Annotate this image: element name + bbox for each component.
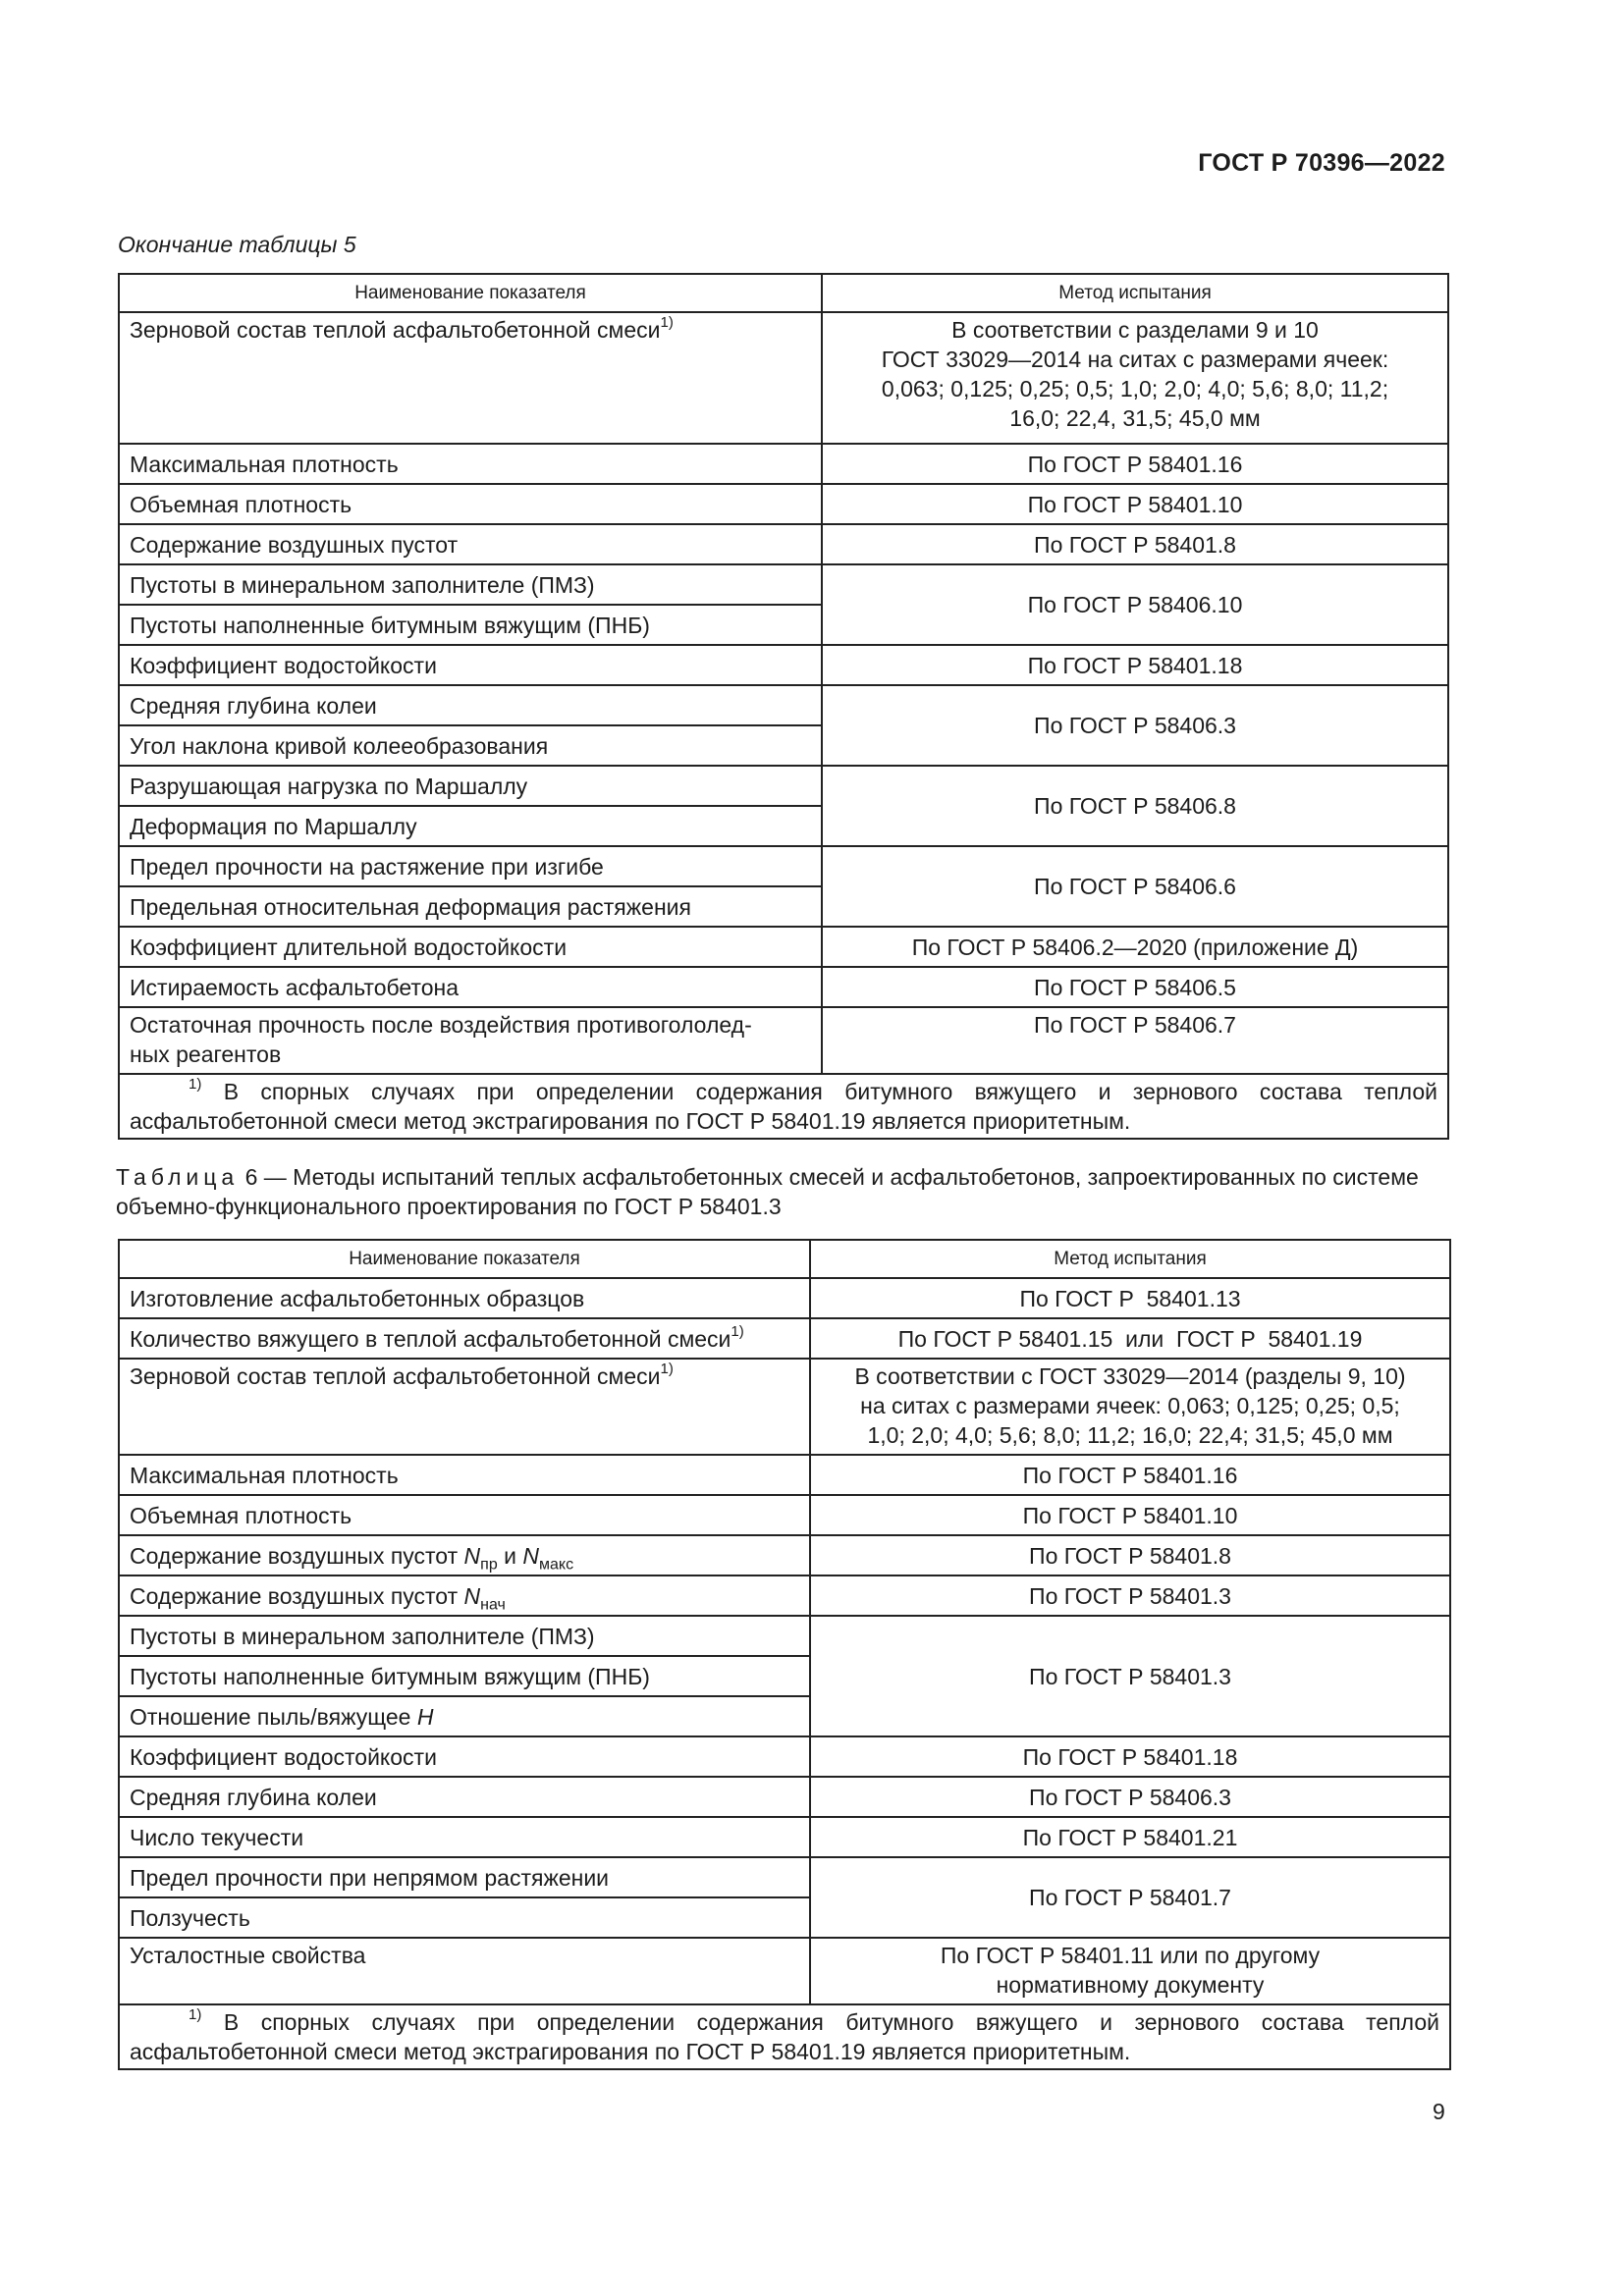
table-row (119, 1455, 1450, 1495)
indicator-name-line: ных реагентов (130, 1041, 282, 1067)
test-method: По ГОСТ Р 58401.8 (822, 524, 1448, 564)
table-row (119, 967, 1448, 1007)
test-method: По ГОСТ Р 58406.10 (822, 564, 1448, 645)
indicator-name: Коэффициент длительной водостойкости (119, 927, 822, 967)
indicator-name: Средняя глубина колеи (119, 1777, 810, 1817)
test-method: По ГОСТ Р 58401.16 (822, 444, 1448, 484)
table-row (119, 645, 1448, 685)
test-method: По ГОСТ Р 58401.10 (822, 484, 1448, 524)
table-row (119, 1616, 1450, 1656)
test-method: По ГОСТ Р 58401.16 (810, 1455, 1450, 1495)
table-6 (118, 1239, 1451, 2070)
method-line: нормативному документу (996, 1972, 1265, 1998)
indicator-name: Максимальная плотность (119, 444, 822, 484)
table-row (119, 1278, 1450, 1318)
table-number: 6 (244, 1164, 258, 1190)
table-row (119, 846, 1448, 886)
table-row (119, 1575, 1450, 1616)
table-5 (118, 273, 1449, 1140)
indicator-name: Предел прочности при непрямом растяжении (119, 1857, 810, 1897)
indicator-name: Количество вяжущего в теплой асфальтобетонной смеси (130, 1325, 731, 1352)
test-method: По ГОСТ Р 58401.18 (822, 645, 1448, 685)
table-row (119, 1359, 1450, 1455)
footnote-text: В спорных случаях при определении содержания битумного вяжущего и зернового состава теплой асфальтобетонной смеси метод экстрагирования по ГОСТ Р 58401.19 является приоритетным. (130, 1079, 1437, 1134)
table-label: Таблица (116, 1164, 240, 1190)
indicator-name: Зерновой состав теплой асфальтобетонной смеси (130, 317, 661, 343)
indicator-name: Коэффициент водостойкости (119, 1736, 810, 1777)
indicator-name: Максимальная плотность (119, 1455, 810, 1495)
document-code: ГОСТ Р 70396—2022 (1198, 149, 1445, 177)
footnote-ref: 1) (731, 1322, 744, 1340)
table-row (119, 564, 1448, 605)
indicator-name-line: Остаточная прочность после воздействия противогололед- (130, 1012, 752, 1038)
column-header-indicator: Наименование показателя (119, 1240, 810, 1278)
table-row (119, 1777, 1450, 1817)
test-method: По ГОСТ Р 58401.13 (810, 1278, 1450, 1318)
table-row (119, 1817, 1450, 1857)
footnote-text: В спорных случаях при определении содержания битумного вяжущего и зернового состава теплой асфальтобетонной смеси метод экстрагирования по ГОСТ Р 58401.19 является приоритетным. (130, 2009, 1439, 2064)
table-header-row (119, 274, 1448, 312)
table-row (119, 1857, 1450, 1897)
indicator-name: Предел прочности на растяжение при изгибе (119, 846, 822, 886)
footnote-ref: 1) (660, 1361, 674, 1378)
test-method: По ГОСТ Р 58401.18 (810, 1736, 1450, 1777)
indicator-name: Зерновой состав теплой асфальтобетонной смеси (130, 1363, 661, 1389)
table-row (119, 444, 1448, 484)
indicator-name: Содержание воздушных пустот $N_{пр}$ и $N_{макс}$ (119, 1535, 810, 1575)
test-method: По ГОСТ Р 58406.5 (822, 967, 1448, 1007)
indicator-name: Усталостные свойства (119, 1938, 810, 2004)
indicator-name: Деформация по Маршаллу (119, 806, 822, 846)
footnote-row (119, 1074, 1448, 1139)
indicator-name: Объемная плотность (119, 484, 822, 524)
test-method: По ГОСТ Р 58401.3 (810, 1575, 1450, 1616)
indicator-name: Пустоты наполненные битумным вяжущим (ПНБ) (119, 605, 822, 645)
table-row (119, 1007, 1448, 1074)
indicator-name: Содержание воздушных пустот (119, 524, 822, 564)
indicator-name: Пустоты в минеральном заполнителе (ПМЗ) (119, 564, 822, 605)
table-row (119, 1318, 1450, 1359)
indicator-name: Отношение пыль/вяжущее H (119, 1696, 810, 1736)
method-line: По ГОСТ Р 58401.11 или по другому (940, 1943, 1321, 1968)
column-header-method: Метод испытания (810, 1240, 1450, 1278)
test-method: По ГОСТ Р 58406.7 (822, 1007, 1448, 1074)
table-footnote (119, 1074, 1448, 1139)
method-line: на ситах с размерами ячеек: 0,063; 0,125; 0,25; 0,5; (860, 1393, 1400, 1418)
indicator-name: Объемная плотность (119, 1495, 810, 1535)
test-method: По ГОСТ Р 58401.3 (810, 1616, 1450, 1736)
indicator-name: Средняя глубина колеи (119, 685, 822, 725)
test-method: По ГОСТ Р 58406.2—2020 (приложение Д) (822, 927, 1448, 967)
table-title: — Методы испытаний теплых асфальтобетонных смесей и асфальтобетонов, запроектированных по системе объемно-функционального проектирования по ГОСТ Р 58401.3 (116, 1164, 1419, 1219)
indicator-name: Угол наклона кривой колееобразования (119, 725, 822, 766)
indicator-name: Предельная относительная деформация растяжения (119, 886, 822, 927)
table5-continuation-caption: Окончание таблицы 5 (118, 232, 356, 257)
table-row (119, 312, 1448, 444)
table-header-row (119, 1240, 1450, 1278)
indicator-name: Пустоты наполненные битумным вяжущим (ПНБ) (119, 1656, 810, 1696)
test-method: По ГОСТ Р 58401.10 (810, 1495, 1450, 1535)
table-row (119, 685, 1448, 725)
indicator-name: Пустоты в минеральном заполнителе (ПМЗ) (119, 1616, 810, 1656)
method-line: 16,0; 22,4, 31,5; 45,0 мм (1009, 405, 1261, 431)
footnote-mark: 1) (189, 1076, 202, 1094)
test-method: По ГОСТ Р 58401.8 (810, 1535, 1450, 1575)
column-header-indicator: Наименование показателя (119, 274, 822, 312)
table-row (119, 524, 1448, 564)
indicator-name: Изготовление асфальтобетонных образцов (119, 1278, 810, 1318)
column-header-method: Метод испытания (822, 274, 1448, 312)
method-line: 0,063; 0,125; 0,25; 0,5; 1,0; 2,0; 4,0; 5,6; 8,0; 11,2; (881, 376, 1389, 401)
indicator-name: Коэффициент водостойкости (119, 645, 822, 685)
test-method: По ГОСТ Р 58406.3 (810, 1777, 1450, 1817)
table-row (119, 1938, 1450, 2004)
indicator-name: Содержание воздушных пустот $N_{нач}$ (119, 1575, 810, 1616)
method-line: ГОСТ 33029—2014 на ситах с размерами ячеек: (881, 347, 1389, 372)
test-method: По ГОСТ Р 58406.3 (822, 685, 1448, 766)
indicator-name: Разрушающая нагрузка по Маршаллу (119, 766, 822, 806)
test-method: По ГОСТ Р 58401.7 (810, 1857, 1450, 1938)
method-line: В соответствии с ГОСТ 33029—2014 (разделы 9, 10) (854, 1363, 1406, 1389)
indicator-name: Ползучесть (119, 1897, 810, 1938)
table-row (119, 766, 1448, 806)
indicator-name: Истираемость асфальтобетона (119, 967, 822, 1007)
footnote-ref: 1) (660, 314, 674, 332)
page-number: 9 (1433, 2099, 1445, 2124)
method-line: 1,0; 2,0; 4,0; 5,6; 8,0; 11,2; 16,0; 22,4; 31,5; 45,0 мм (867, 1422, 1393, 1448)
table-row (119, 484, 1448, 524)
table-row (119, 1495, 1450, 1535)
test-method: По ГОСТ Р 58406.8 (822, 766, 1448, 846)
footnote-mark: 1) (189, 2006, 202, 2024)
table-row (119, 927, 1448, 967)
method-line: В соответствии с разделами 9 и 10 (951, 317, 1319, 343)
test-method: По ГОСТ Р 58401.15 или ГОСТ Р 58401.19 (810, 1318, 1450, 1359)
footnote-row (119, 2004, 1450, 2069)
indicator-name: Число текучести (119, 1817, 810, 1857)
table-row (119, 1736, 1450, 1777)
table-row (119, 1535, 1450, 1575)
table-footnote (119, 2004, 1450, 2069)
table6-caption (116, 1162, 1447, 1221)
test-method: По ГОСТ Р 58401.21 (810, 1817, 1450, 1857)
test-method: По ГОСТ Р 58406.6 (822, 846, 1448, 927)
